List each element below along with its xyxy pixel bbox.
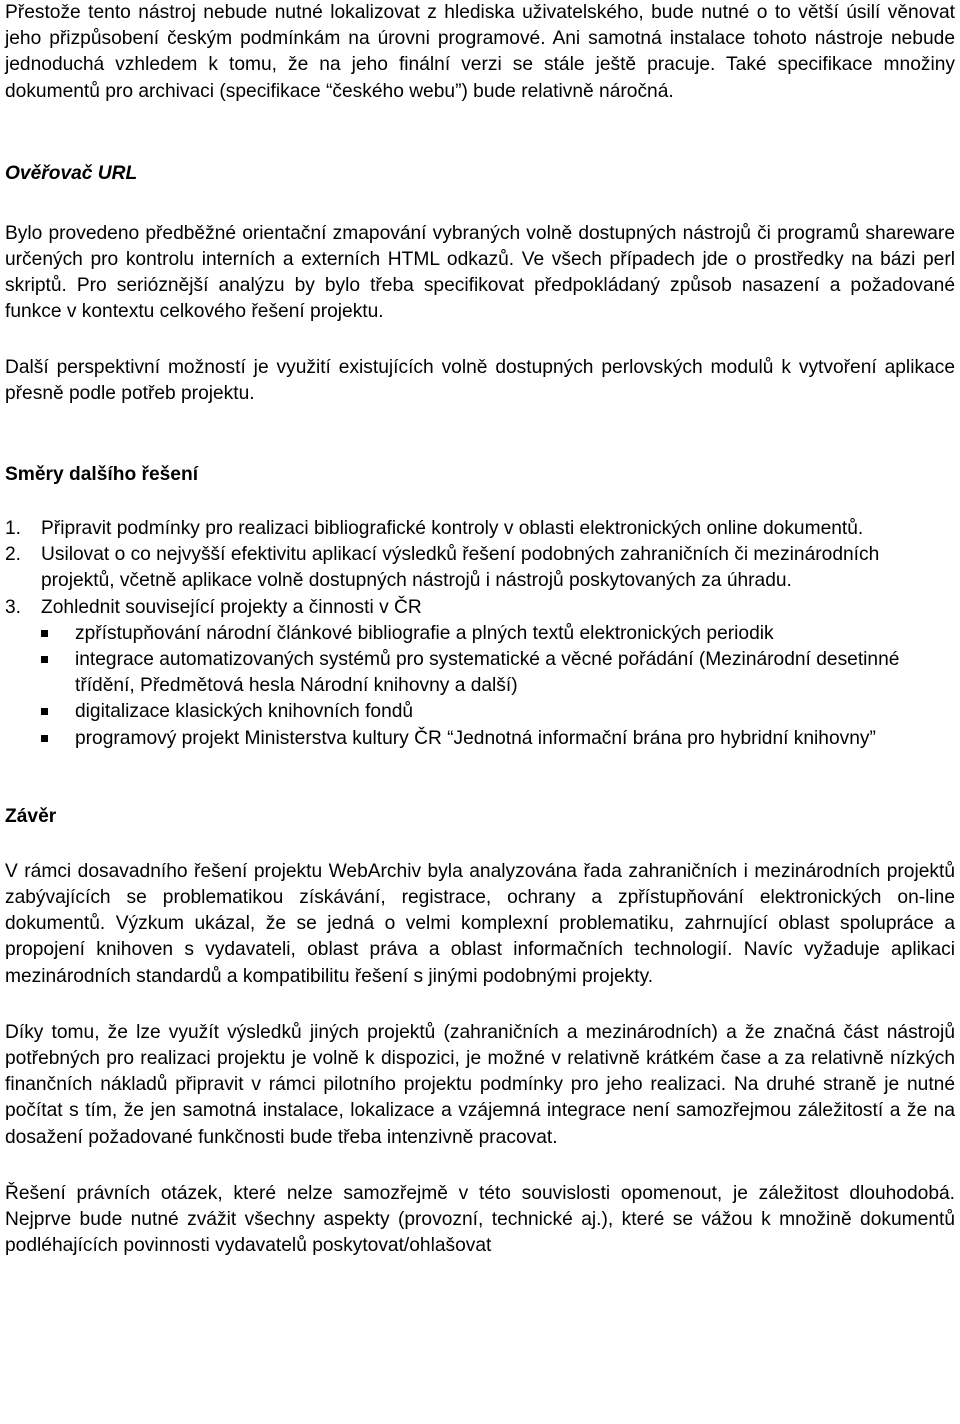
square-bullet-icon: [41, 630, 48, 637]
list-item: [5, 516, 955, 542]
list-item: [5, 595, 955, 621]
url-validator-heading: Ověřovač URL: [5, 162, 138, 184]
document-page: [5, 0, 955, 1260]
bullet-item-text: integrace automatizovaných systémů pro systematické a věcné pořádání (Mezinárodní desetinné třídění, Předmětová hesla Národní knihovny a další): [75, 649, 900, 697]
bullet-item-text: programový projekt Ministerstva kultury ČR “Jednotná informační brána pro hybridní knihovny”: [75, 727, 876, 749]
list-item-number: 3.: [5, 596, 22, 618]
intro-paragraph: Přestože tento nástroj nebude nutné lokalizovat z hlediska uživatelského, bude nutné o to větší úsilí věnovat jeho přizpůsobení českým podmínkám na úrovni programové. Ani samotná instalace tohoto nástroje nebude jednoduchá vzhledem k tomu, že na jeho finální verzi se stále ještě pracuje. Také specifikace množiny dokumentů pro archivaci (specifikace “českého webu”) bude relativně náročná.: [5, 2, 955, 102]
list-item-text: Připravit podmínky pro realizaci bibliografické kontroly v oblasti elektronických online dokumentů.: [41, 518, 864, 540]
conclusion-paragraph-1: V rámci dosavadního řešení projektu WebArchiv byla analyzována řada zahraničních i mezinárodních projektů zabývajících se problematikou získávání, registrace, ochrany a zpřístupňování elektronických on-line dokumentů. Výzkum ukázal, že se jedná o velmi komplexní problematiku, zahrnující oblast spolupráce a propojení knihoven s vydavateli, oblast práva a oblast informačních technologií. Navíc vyžaduje aplikaci mezinárodních standardů a kompatibilitu řešení s jinými podobnými projekty.: [5, 860, 955, 987]
related-projects-list: [5, 621, 955, 752]
list-item-text: Usilovat o co nejvyšší efektivitu aplikací výsledků řešení podobných zahraničních či mezinárodních projektů, včetně aplikace volně dostupných nástrojů i nástrojů poskytovaných za úhradu.: [41, 544, 880, 592]
bullet-item: [5, 726, 955, 752]
square-bullet-icon: [41, 656, 48, 663]
bullet-item-text: zpřístupňování národní článkové bibliografie a plných textů elektronických periodik: [75, 622, 774, 644]
url-validator-paragraph-2: Další perspektivní možností je využití existujících volně dostupných perlovských modulů k vytvoření aplikace přesně podle potřeb projektu.: [5, 356, 955, 404]
square-bullet-icon: [41, 708, 48, 715]
next-steps-list: [5, 516, 955, 621]
next-steps-heading: Směry dalšího řešení: [5, 464, 199, 486]
list-item: [5, 542, 955, 594]
url-validator-paragraph-1: Bylo provedeno předběžné orientační zmapování vybraných volně dostupných nástrojů či programů shareware určených pro kontrolu interních a externích HTML odkazů. Ve všech případech jde o prostředky na bázi perl skriptů. Pro serióznější analýzu by bylo třeba specifikovat předpokládaný způsob nasazení a požadované funkce v kontextu celkového řešení projektu.: [5, 222, 955, 323]
square-bullet-icon: [41, 735, 48, 742]
list-item-text: Zohlednit související projekty a činnosti v ČR: [41, 596, 422, 618]
bullet-item: [5, 647, 955, 699]
conclusion-paragraph-3: Řešení právních otázek, které nelze samozřejmě v této souvislosti opomenout, je záležitost dlouhodobá. Nejprve bude nutné zvážit všechny aspekty (provozní, technické aj.), které se vážou k množině dokumentů podléhajících povinnosti vydavatelů poskytovat/ohlašovat: [5, 1182, 955, 1257]
list-item-number: 1.: [5, 518, 22, 540]
bullet-item: [5, 699, 955, 725]
bullet-item-text: digitalizace klasických knihovních fondů: [75, 701, 414, 723]
conclusion-paragraph-2: Díky tomu, že lze využít výsledků jiných projektů (zahraničních a mezinárodních) a že značná část nástrojů potřebných pro realizaci projektu je volně k dispozici, je možné v relativně krátkém čase a za relativně nízkých finančních nákladů připravit v rámci pilotního projektu podmínky pro jeho realizaci. Na druhé straně je nutné počítat s tím, že jen samotná instalace, lokalizace a vzájemná integrace není samozřejmou záležitostí a že na dosažení požadované funkčnosti bude třeba intenzivně pracovat.: [5, 1021, 955, 1148]
list-item-number: 2.: [5, 544, 22, 566]
bullet-item: [5, 621, 955, 647]
conclusion-heading: Závěr: [5, 805, 57, 827]
